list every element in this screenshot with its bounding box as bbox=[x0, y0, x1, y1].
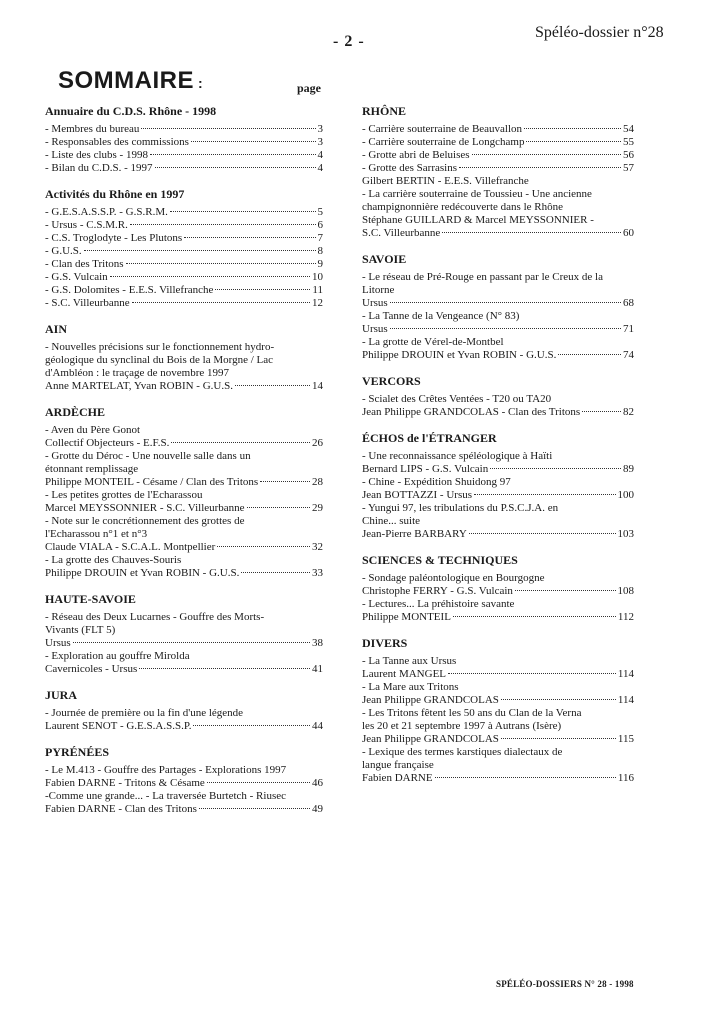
entry-line bbox=[45, 219, 323, 232]
dot-leader bbox=[390, 302, 621, 303]
toc-entry bbox=[362, 502, 634, 541]
page-ref: 44 bbox=[312, 720, 323, 732]
dot-leader bbox=[215, 289, 310, 290]
entry-line bbox=[362, 227, 634, 240]
entry-text: - Journée de première ou la fin d'une légende bbox=[45, 707, 244, 719]
page-ref: 5 bbox=[317, 206, 323, 218]
entry-text: - Une reconnaissance spéléologique à Haïti bbox=[362, 450, 553, 462]
toc-entry bbox=[45, 245, 323, 258]
toc-entry bbox=[45, 611, 323, 650]
toc-entry bbox=[45, 489, 323, 515]
entry-line bbox=[45, 720, 323, 733]
toc-entry bbox=[45, 149, 323, 162]
entry-title: Fabien DARNE bbox=[362, 772, 433, 784]
dot-leader bbox=[130, 224, 316, 225]
toc-entry bbox=[362, 162, 634, 175]
dot-leader bbox=[247, 507, 310, 508]
entry-text: - Nouvelles précisions sur le fonctionnement hydro- bbox=[45, 341, 275, 353]
toc-section bbox=[362, 252, 634, 362]
dot-leader bbox=[132, 302, 310, 303]
entry-line bbox=[362, 489, 634, 502]
dot-leader bbox=[126, 263, 316, 264]
toc-entry bbox=[45, 790, 323, 816]
section-title: Annuaire du C.D.S. Rhône - 1998 bbox=[45, 104, 217, 118]
entry-title: Laurent MANGEL bbox=[362, 668, 447, 680]
entry-title: - Ursus - C.S.M.R. bbox=[45, 219, 128, 231]
entry-title: Bernard LIPS - G.S. Vulcain bbox=[362, 463, 489, 475]
entry-title: - Carrière souterraine de Beauvallon bbox=[362, 123, 523, 135]
entry-line bbox=[45, 777, 323, 790]
entry-title: - G.S. Vulcain bbox=[45, 271, 108, 283]
entry-text: Litorne bbox=[362, 284, 395, 296]
entry-title: Ursus bbox=[362, 323, 388, 335]
entry-title: - Clan des Tritons bbox=[45, 258, 124, 270]
entry-line bbox=[45, 258, 323, 271]
dot-leader bbox=[150, 154, 316, 155]
entry-title: - G.S. Dolomites - E.E.S. Villefranche bbox=[45, 284, 214, 296]
toc-entry bbox=[45, 424, 323, 450]
page-ref: 3 bbox=[317, 123, 323, 135]
toc-entry bbox=[362, 271, 634, 310]
entry-text: - Les Tritons fêtent les 50 ans du Clan de la Verna bbox=[362, 707, 582, 719]
page-ref: 12 bbox=[312, 297, 323, 309]
entry-line bbox=[45, 123, 323, 136]
page-ref: 100 bbox=[617, 489, 634, 501]
entry-title: - G.E.S.A.S.S.P. - G.S.R.M. bbox=[45, 206, 168, 218]
entry-line bbox=[362, 611, 634, 624]
toc-entry bbox=[362, 393, 634, 419]
dot-leader bbox=[155, 167, 316, 168]
entry-line bbox=[45, 663, 323, 676]
section-title: VERCORS bbox=[362, 374, 421, 388]
entry-line bbox=[362, 349, 634, 362]
toc-entry bbox=[362, 136, 634, 149]
toc-section bbox=[362, 104, 634, 240]
toc-entry bbox=[45, 123, 323, 136]
entry-text: - Yungui 97, les tribulations du P.S.C.J.A. en bbox=[362, 502, 559, 514]
entry-text: - La Tanne de la Vengeance (N° 83) bbox=[362, 310, 520, 322]
page-ref: 4 bbox=[317, 149, 323, 161]
toc-section bbox=[45, 745, 323, 816]
entry-line bbox=[45, 162, 323, 175]
title-colon: : bbox=[198, 75, 204, 91]
toc-entry bbox=[45, 232, 323, 245]
entry-title: - Grotte abri de Beluises bbox=[362, 149, 470, 161]
toc-entry bbox=[362, 175, 634, 240]
section-title: ARDÈCHE bbox=[45, 405, 106, 419]
dot-leader bbox=[501, 699, 616, 700]
toc-entry bbox=[362, 336, 634, 362]
page-ref: 60 bbox=[623, 227, 634, 239]
page-ref: 55 bbox=[623, 136, 634, 148]
entry-title: Jean Philippe GRANDCOLAS bbox=[362, 733, 499, 745]
entry-title: Claude VIALA - S.C.A.L. Montpellier bbox=[45, 541, 216, 553]
entry-title: Fabien DARNE - Clan des Tritons bbox=[45, 803, 197, 815]
toc-entry bbox=[362, 572, 634, 598]
entry-title: Jean BOTTAZZI - Ursus bbox=[362, 489, 473, 501]
page-ref: 14 bbox=[312, 380, 323, 392]
entry-text: - Le réseau de Pré-Rouge en passant par le Creux de la bbox=[362, 271, 603, 283]
entry-text: - Sondage paléontologique en Bourgogne bbox=[362, 572, 545, 584]
page-ref: 54 bbox=[623, 123, 634, 135]
entry-title: Philippe DROUIN et Yvan ROBIN - G.U.S. bbox=[362, 349, 557, 361]
section-title: ÉCHOS de l'ÉTRANGER bbox=[362, 431, 497, 445]
dot-leader bbox=[73, 642, 310, 643]
page-ref: 29 bbox=[312, 502, 323, 514]
page-ref: 71 bbox=[623, 323, 634, 335]
dot-leader bbox=[459, 167, 621, 168]
entry-text: champignonnière redécouverte dans le Rhône bbox=[362, 201, 563, 213]
toc-section bbox=[362, 553, 634, 624]
entry-title: Jean Philippe GRANDCOLAS bbox=[362, 694, 499, 706]
dot-leader bbox=[448, 673, 616, 674]
entry-line bbox=[362, 585, 634, 598]
entry-title: S.C. Villeurbanne bbox=[362, 227, 441, 239]
toc-entry bbox=[45, 271, 323, 284]
entry-title: Christophe FERRY - G.S. Vulcain bbox=[362, 585, 513, 597]
dot-leader bbox=[193, 725, 310, 726]
dot-leader bbox=[526, 141, 621, 142]
toc-section bbox=[362, 636, 634, 785]
entry-line bbox=[362, 463, 634, 476]
page-ref: 4 bbox=[317, 162, 323, 174]
entry-line bbox=[45, 149, 323, 162]
page-ref: 33 bbox=[312, 567, 323, 579]
dot-leader bbox=[453, 616, 616, 617]
entry-text: - Exploration au gouffre Mirolda bbox=[45, 650, 190, 662]
entry-text: -Comme une grande... - La traversée Burtetch - Riusec bbox=[45, 790, 286, 802]
entry-title: Anne MARTELAT, Yvan ROBIN - G.U.S. bbox=[45, 380, 233, 392]
entry-title: - Grotte des Sarrasins bbox=[362, 162, 458, 174]
page-ref: 11 bbox=[312, 284, 323, 296]
entry-text: - Aven du Père Gonot bbox=[45, 424, 141, 436]
entry-title: - Membres du bureau bbox=[45, 123, 140, 135]
entry-line bbox=[45, 136, 323, 149]
toc-entry bbox=[45, 162, 323, 175]
page-ref: 114 bbox=[617, 668, 634, 680]
entry-title: - C.S. Troglodyte - Les Plutons bbox=[45, 232, 183, 244]
entry-line bbox=[362, 772, 634, 785]
entry-line bbox=[45, 541, 323, 554]
entry-title: - G.U.S. bbox=[45, 245, 82, 257]
entry-text: - La grotte des Chauves-Souris bbox=[45, 554, 182, 566]
dot-leader bbox=[84, 250, 316, 251]
entry-text: - Les petites grottes de l'Echarassou bbox=[45, 489, 203, 501]
entry-title: - Responsables des commissions bbox=[45, 136, 189, 148]
toc-entry bbox=[362, 310, 634, 336]
toc-entry bbox=[45, 515, 323, 554]
entry-text: Gilbert BERTIN - E.E.S. Villefranche bbox=[362, 175, 529, 187]
entry-line bbox=[362, 668, 634, 681]
toc-entry bbox=[45, 258, 323, 271]
entry-title: Jean-Pierre BARBARY bbox=[362, 528, 467, 540]
page-column-label: page bbox=[297, 81, 321, 95]
dot-leader bbox=[139, 668, 310, 669]
entry-text: - Lexique des termes karstiques dialectaux de bbox=[362, 746, 563, 758]
toc-entry bbox=[362, 681, 634, 707]
dot-leader bbox=[524, 128, 621, 129]
entry-text: langue française bbox=[362, 759, 434, 771]
section-title: RHÔNE bbox=[362, 104, 407, 118]
toc-entry bbox=[45, 764, 323, 790]
toc-entry bbox=[362, 598, 634, 624]
entry-line bbox=[45, 271, 323, 284]
entry-text: - La Mare aux Tritons bbox=[362, 681, 459, 693]
entry-line bbox=[45, 567, 323, 580]
page-ref: 57 bbox=[623, 162, 634, 174]
page-ref: 56 bbox=[623, 149, 634, 161]
section-title: HAUTE-SAVOIE bbox=[45, 592, 136, 606]
page-ref: 108 bbox=[617, 585, 634, 597]
entry-title: Jean Philippe GRANDCOLAS - Clan des Tritons bbox=[362, 406, 581, 418]
toc-entry bbox=[45, 206, 323, 219]
section-title: SCIENCES & TECHNIQUES bbox=[362, 553, 518, 567]
dot-leader bbox=[390, 328, 621, 329]
dot-leader bbox=[558, 354, 621, 355]
title-text: SOMMAIRE bbox=[58, 67, 194, 94]
page-ref: 6 bbox=[317, 219, 323, 231]
page-ref: 116 bbox=[617, 772, 634, 784]
entry-line bbox=[45, 206, 323, 219]
section-title: AIN bbox=[45, 322, 68, 336]
page-ref: 115 bbox=[617, 733, 634, 745]
dot-leader bbox=[171, 442, 310, 443]
entry-line bbox=[362, 136, 634, 149]
entry-title: Ursus bbox=[362, 297, 388, 309]
entry-text: Chine... suite bbox=[362, 515, 421, 527]
dot-leader bbox=[490, 468, 621, 469]
page-ref: 68 bbox=[623, 297, 634, 309]
entry-title: - Carrière souterraine de Longchamp bbox=[362, 136, 525, 148]
page-ref: 9 bbox=[317, 258, 323, 270]
entry-title: Ursus bbox=[45, 637, 71, 649]
toc-left-column bbox=[45, 104, 323, 828]
entry-text: - Lectures... La préhistoire savante bbox=[362, 598, 515, 610]
dot-leader bbox=[199, 808, 310, 809]
entry-title: Philippe DROUIN et Yvan ROBIN - G.U.S. bbox=[45, 567, 240, 579]
entry-line bbox=[45, 284, 323, 297]
page-number: - 2 - bbox=[333, 33, 365, 50]
page-ref: 46 bbox=[312, 777, 323, 789]
page-ref: 103 bbox=[617, 528, 634, 540]
dot-leader bbox=[241, 572, 310, 573]
toc-entry bbox=[45, 554, 323, 580]
toc-entry bbox=[45, 650, 323, 676]
page-title bbox=[58, 67, 203, 95]
toc-entry bbox=[45, 297, 323, 310]
page-ref: 112 bbox=[617, 611, 634, 623]
entry-line bbox=[45, 803, 323, 816]
entry-title: - S.C. Villeurbanne bbox=[45, 297, 130, 309]
dot-leader bbox=[582, 411, 621, 412]
entry-title: Cavernicoles - Ursus bbox=[45, 663, 138, 675]
entry-text: d'Ambléon : le traçage de novembre 1997 bbox=[45, 367, 230, 379]
page-ref: 3 bbox=[317, 136, 323, 148]
page-ref: 82 bbox=[623, 406, 634, 418]
entry-text: Stéphane GUILLARD & Marcel MEYSSONNIER - bbox=[362, 214, 594, 226]
entry-title: Fabien DARNE - Tritons & Césame bbox=[45, 777, 205, 789]
entry-line bbox=[45, 245, 323, 258]
toc-entry bbox=[362, 123, 634, 136]
page-ref: 8 bbox=[317, 245, 323, 257]
entry-line bbox=[362, 528, 634, 541]
toc-entry bbox=[362, 655, 634, 681]
entry-text: - La carrière souterraine de Toussieu - Une ancienne bbox=[362, 188, 592, 200]
dot-leader bbox=[472, 154, 621, 155]
toc-entry bbox=[362, 450, 634, 476]
entry-text: géologique du synclinal du Bois de la Morgne / Lac bbox=[45, 354, 274, 366]
dot-leader bbox=[442, 232, 621, 233]
dot-leader bbox=[170, 211, 316, 212]
page-ref: 114 bbox=[617, 694, 634, 706]
entry-text: l'Echarassou n°1 et n°3 bbox=[45, 528, 148, 540]
toc-entry bbox=[45, 136, 323, 149]
entry-title: Marcel MEYSSONNIER - S.C. Villeurbanne bbox=[45, 502, 245, 514]
toc-section bbox=[362, 431, 634, 541]
entry-title: Philippe MONTEIL bbox=[362, 611, 451, 623]
page-ref: 26 bbox=[312, 437, 323, 449]
entry-line bbox=[362, 406, 634, 419]
entry-line bbox=[45, 380, 323, 393]
dot-leader bbox=[501, 738, 616, 739]
toc-section bbox=[45, 187, 323, 310]
entry-line bbox=[362, 733, 634, 746]
page-ref: 89 bbox=[623, 463, 634, 475]
toc-entry bbox=[45, 341, 323, 393]
entry-line bbox=[45, 476, 323, 489]
entry-line bbox=[45, 232, 323, 245]
entry-text: - Réseau des Deux Lucarnes - Gouffre des Morts- bbox=[45, 611, 265, 623]
entry-line bbox=[362, 694, 634, 707]
section-title: DIVERS bbox=[362, 636, 408, 650]
entry-line bbox=[45, 297, 323, 310]
entry-line bbox=[362, 297, 634, 310]
dot-leader bbox=[110, 276, 310, 277]
toc-entry bbox=[362, 707, 634, 746]
entry-title: Laurent SENOT - G.E.S.A.S.S.P. bbox=[45, 720, 192, 732]
entry-line bbox=[362, 123, 634, 136]
dot-leader bbox=[474, 494, 615, 495]
page-ref: 38 bbox=[312, 637, 323, 649]
entry-text: Vivants (FLT 5) bbox=[45, 624, 116, 636]
entry-text: - Grotte du Déroc - Une nouvelle salle dans un bbox=[45, 450, 251, 462]
section-title: SAVOIE bbox=[362, 252, 407, 266]
toc-entry bbox=[362, 746, 634, 785]
section-title: Activités du Rhône en 1997 bbox=[45, 187, 185, 201]
entry-title: Collectif Objecteurs - E.F.S. bbox=[45, 437, 170, 449]
toc-section bbox=[45, 104, 323, 175]
entry-text: les 20 et 21 septembre 1997 à Autrans (Isère) bbox=[362, 720, 562, 732]
entry-line bbox=[362, 323, 634, 336]
entry-title: - Bilan du C.D.S. - 1997 bbox=[45, 162, 153, 174]
section-title: PYRÉNÉES bbox=[45, 745, 110, 759]
dot-leader bbox=[235, 385, 310, 386]
toc-section bbox=[45, 405, 323, 580]
page-ref: 49 bbox=[312, 803, 323, 815]
toc-section bbox=[45, 322, 323, 393]
dot-leader bbox=[217, 546, 310, 547]
entry-title: Philippe MONTEIL - Césame / Clan des Tritons bbox=[45, 476, 259, 488]
toc-section bbox=[362, 374, 634, 419]
toc-entry bbox=[45, 219, 323, 232]
entry-text: étonnant remplissage bbox=[45, 463, 139, 475]
journal-header: Spéléo-dossier n°28 bbox=[535, 24, 664, 41]
entry-text: - Scialet des Crêtes Ventées - T20 ou TA20 bbox=[362, 393, 552, 405]
toc-entry bbox=[362, 149, 634, 162]
entry-text: - La Tanne aux Ursus bbox=[362, 655, 457, 667]
entry-line bbox=[45, 502, 323, 515]
entry-line bbox=[45, 637, 323, 650]
section-title: JURA bbox=[45, 688, 77, 702]
toc-section bbox=[45, 592, 323, 676]
dot-leader bbox=[191, 141, 316, 142]
entry-title: - Liste des clubs - 1998 bbox=[45, 149, 148, 161]
page-ref: 7 bbox=[317, 232, 323, 244]
entry-line bbox=[45, 437, 323, 450]
footer: SPÉLÉO-DOSSIERS N° 28 - 1998 bbox=[496, 979, 634, 989]
entry-line bbox=[362, 162, 634, 175]
entry-text: - Note sur le concrétionnement des grottes de bbox=[45, 515, 245, 527]
page-ref: 41 bbox=[312, 663, 323, 675]
entry-text: - La grotte de Vérel-de-Montbel bbox=[362, 336, 504, 348]
toc-entry bbox=[45, 450, 323, 489]
dot-leader bbox=[515, 590, 616, 591]
dot-leader bbox=[141, 128, 315, 129]
dot-leader bbox=[469, 533, 616, 534]
page-ref: 74 bbox=[623, 349, 634, 361]
toc-entry bbox=[362, 476, 634, 502]
entry-line bbox=[362, 149, 634, 162]
page-ref: 10 bbox=[312, 271, 323, 283]
toc-entry bbox=[45, 707, 323, 733]
dot-leader bbox=[260, 481, 310, 482]
dot-leader bbox=[184, 237, 315, 238]
toc-entry bbox=[45, 284, 323, 297]
dot-leader bbox=[207, 782, 310, 783]
entry-text: - Le M.413 - Gouffre des Partages - Explorations 1997 bbox=[45, 764, 287, 776]
page-ref: 32 bbox=[312, 541, 323, 553]
page-ref: 28 bbox=[312, 476, 323, 488]
toc-right-column bbox=[362, 104, 634, 797]
toc-section bbox=[45, 688, 323, 733]
entry-text: - Chine - Expédition Shuidong 97 bbox=[362, 476, 511, 488]
dot-leader bbox=[435, 777, 616, 778]
